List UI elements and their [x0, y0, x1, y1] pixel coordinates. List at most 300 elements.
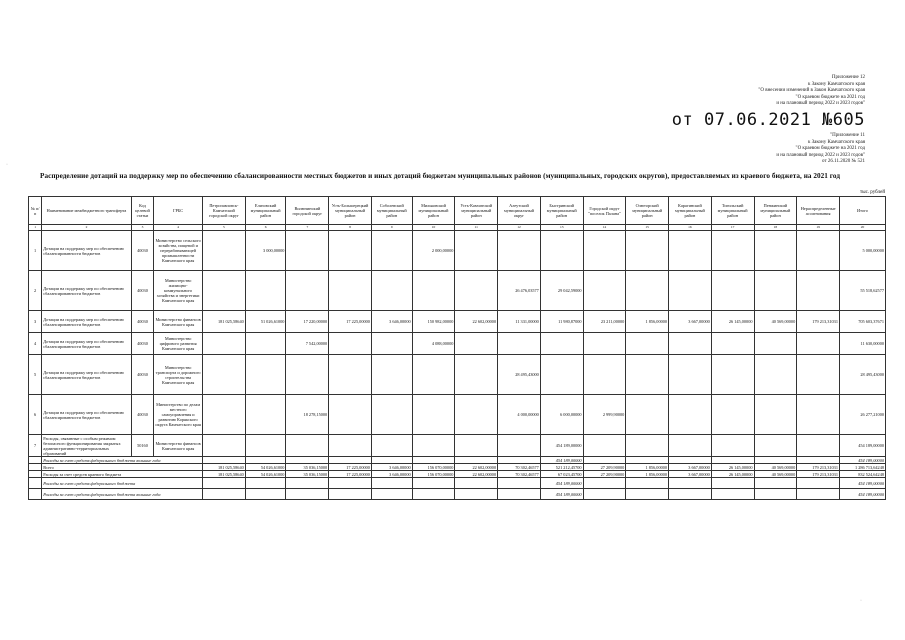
- value-cell: 40 569,00000: [754, 464, 797, 471]
- value-cell: [540, 333, 583, 355]
- empty-cell: [754, 489, 797, 500]
- table-row: [29, 355, 886, 395]
- row-number: 7: [29, 435, 42, 457]
- column-index: 4: [154, 225, 203, 231]
- value-cell: [626, 355, 669, 395]
- value-cell: [412, 271, 455, 311]
- column-index: 11: [455, 225, 498, 231]
- value-cell: [498, 333, 541, 355]
- row-number: 1: [29, 231, 42, 271]
- empty-cell: [797, 457, 840, 464]
- value-cell: 26 145,00000: [711, 311, 754, 333]
- empty-cell: [626, 478, 669, 489]
- value-cell: [583, 435, 626, 457]
- summary-row: [29, 489, 886, 500]
- column-header: Нераспределенные ассигнования: [797, 197, 840, 225]
- value-cell: [203, 435, 246, 457]
- column-index: 13: [540, 225, 583, 231]
- empty-cell: [286, 489, 329, 500]
- value-cell: 181 025,58640: [203, 464, 246, 471]
- value-cell: [626, 435, 669, 457]
- value-cell: 454 189,00000: [540, 457, 583, 464]
- value-cell: [711, 231, 754, 271]
- value-cell: 28 495,43000: [498, 355, 541, 395]
- empty-cell: [455, 489, 498, 500]
- row-name: Дотации на поддержку мер по обеспечению сбалансированности бюджетов: [42, 395, 132, 435]
- value-cell: [711, 435, 754, 457]
- value-cell: 181 025,58640: [203, 311, 246, 333]
- row-total: 454 189,00000: [839, 457, 885, 464]
- empty-cell: [286, 478, 329, 489]
- row-total: 454 189,00000: [839, 478, 885, 489]
- value-cell: [711, 333, 754, 355]
- header-line: от 26.11.2020 № 521: [822, 159, 865, 165]
- value-cell: 29 042,59000: [540, 271, 583, 311]
- value-cell: 35 036,15000: [286, 464, 329, 471]
- value-cell: [455, 395, 498, 435]
- row-number: 4: [29, 333, 42, 355]
- federal-subrow: [29, 457, 886, 464]
- value-cell: [498, 231, 541, 271]
- value-cell: 3 000,00000: [245, 231, 286, 271]
- row-total: 454 189,00000: [839, 489, 885, 500]
- margin-mark: ·: [860, 598, 862, 604]
- value-cell: 179 213,31031: [797, 464, 840, 471]
- value-cell: 1 856,00000: [626, 311, 669, 333]
- value-cell: [371, 231, 412, 271]
- column-header: Петропавловск-Камчатский городской округ: [203, 197, 246, 225]
- value-cell: 70 302,46577: [498, 464, 541, 471]
- row-name: Расходы за счет средств федерального бюджета вольшие года: [42, 489, 203, 500]
- row-name: Всего: [42, 464, 203, 471]
- value-cell: 3 646,00000: [371, 471, 412, 478]
- value-cell: 22 602,00000: [455, 464, 498, 471]
- column-index: 3: [131, 225, 153, 231]
- table-row: [29, 311, 886, 333]
- row-grbs: Министерство по делам местного самоуправления и развитию Корякского округа Камчатского края: [154, 395, 203, 435]
- value-cell: [455, 355, 498, 395]
- row-total: 11 630,00000: [839, 333, 885, 355]
- row-grbs: Министерство сельского хозяйства, пищевой и перерабатывающей промышленности Камчатского края: [154, 231, 203, 271]
- column-header: ГРБС: [154, 197, 203, 225]
- empty-cell: [329, 489, 372, 500]
- value-cell: 51 026,61000: [245, 311, 286, 333]
- header-line: к Закону Камчатского края: [807, 81, 865, 87]
- value-cell: [754, 355, 797, 395]
- value-cell: [626, 395, 669, 435]
- value-cell: [797, 271, 840, 311]
- value-cell: 54 026,61000: [245, 471, 286, 478]
- value-cell: 1 856,00000: [626, 464, 669, 471]
- value-cell: 3 667,00000: [669, 464, 712, 471]
- value-cell: [711, 271, 754, 311]
- empty-cell: [797, 478, 840, 489]
- value-cell: [245, 355, 286, 395]
- column-header: Городской округ "поселок Палана": [583, 197, 626, 225]
- empty-cell: [29, 464, 42, 471]
- column-header: Усть-Большерецкий муниципальный район: [329, 197, 372, 225]
- value-cell: [540, 231, 583, 271]
- value-cell: 454 189,00000: [540, 478, 583, 489]
- document-title: Распределение дотаций на поддержку мер по обеспечению сбалансированности местных бюджетов и иных дотаций бюджетам муниципальных районов (муниципальных, городских округов), предоставляемых из краевого бюджета, на 2021 год: [40, 172, 841, 180]
- column-index: 17: [711, 225, 754, 231]
- value-cell: 179 213,31031: [797, 471, 840, 478]
- empty-cell: [754, 457, 797, 464]
- row-code: 40030: [131, 271, 153, 311]
- empty-cell: [797, 489, 840, 500]
- value-cell: [329, 395, 372, 435]
- empty-cell: [245, 457, 286, 464]
- value-cell: [455, 435, 498, 457]
- value-cell: [371, 333, 412, 355]
- header-line: "О внесении изменений в Закон Камчатского края: [758, 88, 865, 94]
- column-header: Пенжинский муниципальный район: [754, 197, 797, 225]
- column-header: Итого: [839, 197, 885, 225]
- column-index: 19: [797, 225, 840, 231]
- empty-cell: [286, 457, 329, 464]
- row-name: Дотации на поддержку мер по обеспечению сбалансированности бюджетов: [42, 355, 132, 395]
- value-cell: 7 542,00000: [286, 333, 329, 355]
- value-cell: [286, 271, 329, 311]
- header-line: "О краевом бюджете на 2021 год: [795, 94, 865, 100]
- empty-cell: [329, 478, 372, 489]
- empty-cell: [371, 478, 412, 489]
- value-cell: 67 023,45700: [540, 471, 583, 478]
- value-cell: [540, 355, 583, 395]
- value-cell: [329, 231, 372, 271]
- value-cell: [329, 271, 372, 311]
- value-cell: 54 026,61000: [245, 464, 286, 471]
- value-cell: [797, 333, 840, 355]
- row-total: 55 518,62577: [839, 271, 885, 311]
- value-cell: [245, 395, 286, 435]
- value-cell: 26 476,03577: [498, 271, 541, 311]
- value-cell: [203, 231, 246, 271]
- empty-cell: [29, 478, 42, 489]
- table-row: [29, 395, 886, 435]
- header-line: "Приложение 11: [830, 132, 865, 138]
- value-cell: 35 036,15000: [286, 471, 329, 478]
- empty-cell: [371, 489, 412, 500]
- empty-cell: [412, 457, 455, 464]
- value-cell: [711, 355, 754, 395]
- value-cell: 40 569,00000: [754, 471, 797, 478]
- value-cell: [626, 333, 669, 355]
- value-cell: 70 302,46577: [498, 471, 541, 478]
- row-total: 705 603,37671: [839, 311, 885, 333]
- value-cell: [203, 271, 246, 311]
- row-name: Дотации на поддержку мер по обеспечению сбалансированности бюджетов: [42, 333, 132, 355]
- column-header: Елизовский муниципальный район: [245, 197, 286, 225]
- value-cell: [286, 355, 329, 395]
- row-number: 6: [29, 395, 42, 435]
- value-cell: [286, 435, 329, 457]
- empty-cell: [711, 478, 754, 489]
- row-total: 28 495,43000: [839, 355, 885, 395]
- row-name: Дотации на поддержку мер по обеспечению сбалансированности бюджетов: [42, 271, 132, 311]
- value-cell: [797, 355, 840, 395]
- header-line: "О краевом бюджете на 2021 год: [795, 146, 865, 152]
- row-code: 40030: [131, 355, 153, 395]
- value-cell: [797, 395, 840, 435]
- value-cell: 3 667,00000: [669, 471, 712, 478]
- value-cell: [583, 333, 626, 355]
- value-cell: 26 145,00000: [711, 464, 754, 471]
- value-cell: 4 000,00000: [498, 395, 541, 435]
- value-cell: [371, 271, 412, 311]
- summary-row: [29, 478, 886, 489]
- value-cell: [669, 395, 712, 435]
- value-cell: [203, 333, 246, 355]
- value-cell: 2 000,00000: [412, 231, 455, 271]
- column-header: № п/п: [29, 197, 42, 225]
- value-cell: [797, 231, 840, 271]
- value-cell: [583, 231, 626, 271]
- row-total: 832 524,64248: [839, 471, 885, 478]
- header-line: и на плановый период 2022 и 2023 годов": [776, 152, 865, 158]
- row-name: Расходы за счет средств краевого бюджета: [42, 471, 203, 478]
- empty-cell: [498, 478, 541, 489]
- column-header: Соболевский муниципальный район: [371, 197, 412, 225]
- value-cell: 454 189,00000: [540, 435, 583, 457]
- value-cell: 3 667,00000: [669, 311, 712, 333]
- table-row: [29, 333, 886, 355]
- value-cell: 3 646,00000: [371, 464, 412, 471]
- column-header: Усть-Камчатский муниципальный район: [455, 197, 498, 225]
- value-cell: [498, 435, 541, 457]
- row-grbs: Министерство цифрового развития Камчатского края: [154, 333, 203, 355]
- row-total: 1 286 713,64248: [839, 464, 885, 471]
- empty-cell: [669, 457, 712, 464]
- value-cell: [754, 435, 797, 457]
- header-line: и на плановый период 2022 и 2023 годов": [776, 101, 865, 107]
- column-header: Карагинский муниципальный район: [669, 197, 712, 225]
- value-cell: [329, 333, 372, 355]
- value-cell: [371, 435, 412, 457]
- value-cell: 22 602,00000: [455, 471, 498, 478]
- row-grbs: Министерство финансов Камчатского края: [154, 435, 203, 457]
- empty-cell: [455, 478, 498, 489]
- value-cell: [455, 333, 498, 355]
- row-name: Расходы за счет средств федерального бюджета: [42, 478, 203, 489]
- value-cell: [669, 333, 712, 355]
- value-cell: [583, 271, 626, 311]
- empty-cell: [626, 489, 669, 500]
- value-cell: 17 225,00000: [329, 464, 372, 471]
- value-cell: [797, 435, 840, 457]
- row-grbs: Министерство жилищно-коммунального хозяйства и энергетики Камчатского края: [154, 271, 203, 311]
- value-cell: 11 331,00000: [498, 311, 541, 333]
- empty-cell: [455, 457, 498, 464]
- empty-cell: [29, 489, 42, 500]
- row-grbs: Министерство финансов Камчатского края: [154, 311, 203, 333]
- column-header: Тигильский муниципальный район: [711, 197, 754, 225]
- value-cell: 2 999,90000: [583, 395, 626, 435]
- empty-cell: [245, 478, 286, 489]
- value-cell: [626, 231, 669, 271]
- empty-cell: [711, 457, 754, 464]
- margin-mark: ·: [6, 162, 8, 168]
- date-stamp: от 07.06.2021 №605: [671, 109, 865, 130]
- row-total: 26 277,21000: [839, 395, 885, 435]
- row-code: 40030: [131, 333, 153, 355]
- row-name: Дотации на поддержку мер по обеспечению сбалансированности бюджетов: [42, 231, 132, 271]
- value-cell: 156 070,00000: [412, 464, 455, 471]
- empty-cell: [583, 489, 626, 500]
- value-cell: [245, 435, 286, 457]
- column-header: Мильковский муниципальный район: [412, 197, 455, 225]
- column-index: 20: [839, 225, 885, 231]
- row-code: 40030: [131, 395, 153, 435]
- value-cell: 150 982,00000: [412, 311, 455, 333]
- column-index: 12: [498, 225, 541, 231]
- column-header: Код целевой статьи: [131, 197, 153, 225]
- column-index: 15: [626, 225, 669, 231]
- row-number: 5: [29, 355, 42, 395]
- row-total: 5 000,00000: [839, 231, 885, 271]
- column-index: 14: [583, 225, 626, 231]
- column-index: 1: [29, 225, 42, 231]
- value-cell: [669, 231, 712, 271]
- value-cell: [412, 355, 455, 395]
- column-index: 9: [371, 225, 412, 231]
- empty-cell: [711, 489, 754, 500]
- empty-cell: [203, 478, 246, 489]
- value-cell: 23 211,00000: [583, 311, 626, 333]
- summary-row: [29, 464, 886, 471]
- empty-cell: [498, 489, 541, 500]
- column-header: Быстринский муниципальный район: [540, 197, 583, 225]
- empty-cell: [245, 489, 286, 500]
- empty-cell: [583, 457, 626, 464]
- row-total: 454 189,00000: [839, 435, 885, 457]
- value-cell: 18 278,15000: [286, 395, 329, 435]
- column-header: Алеутский муниципальный округ: [498, 197, 541, 225]
- row-number: 3: [29, 311, 42, 333]
- value-cell: 179 213,31031: [797, 311, 840, 333]
- value-cell: [754, 333, 797, 355]
- column-header: Наименование межбюджетного трансферта: [42, 197, 132, 225]
- value-cell: [754, 271, 797, 311]
- value-cell: [669, 271, 712, 311]
- summary-row: [29, 471, 886, 478]
- column-index: 6: [245, 225, 286, 231]
- value-cell: [669, 435, 712, 457]
- value-cell: [669, 355, 712, 395]
- value-cell: [626, 271, 669, 311]
- column-index: 8: [329, 225, 372, 231]
- value-cell: [754, 231, 797, 271]
- row-name: Расходы за счет средств федерального бюджета вольшие года: [42, 457, 203, 464]
- column-header: Вилючинский городской округ: [286, 197, 329, 225]
- row-code: 50160: [131, 435, 153, 457]
- empty-cell: [498, 457, 541, 464]
- value-cell: 26 145,00000: [711, 471, 754, 478]
- table-row: [29, 435, 886, 457]
- row-code: 40030: [131, 311, 153, 333]
- units-label: тыс. рублей: [860, 190, 885, 195]
- value-cell: 4 088,00000: [412, 333, 455, 355]
- value-cell: [245, 271, 286, 311]
- approval-header: [605, 75, 865, 166]
- value-cell: [455, 231, 498, 271]
- value-cell: 17 220,00000: [286, 311, 329, 333]
- empty-cell: [203, 457, 246, 464]
- value-cell: 11 980,87000: [540, 311, 583, 333]
- empty-cell: [669, 489, 712, 500]
- value-cell: 17 225,00000: [329, 311, 372, 333]
- table-row: [29, 271, 886, 311]
- empty-cell: [412, 478, 455, 489]
- value-cell: [583, 355, 626, 395]
- empty-cell: [583, 478, 626, 489]
- value-cell: 40 569,00000: [754, 311, 797, 333]
- header-line: Приложение 12: [831, 75, 865, 80]
- value-cell: [286, 231, 329, 271]
- value-cell: [371, 395, 412, 435]
- value-cell: 454 189,00000: [540, 489, 583, 500]
- value-cell: [371, 355, 412, 395]
- empty-cell: [412, 489, 455, 500]
- value-cell: [754, 395, 797, 435]
- column-index: 2: [42, 225, 132, 231]
- value-cell: [203, 395, 246, 435]
- column-header: Олюторский муниципальный район: [626, 197, 669, 225]
- header-line: к Закону Камчатского края: [807, 139, 865, 145]
- empty-cell: [203, 489, 246, 500]
- row-name: Расходы, связанные с особым режимом безопасного функционирования закрытых административно-территориальных образований: [42, 435, 132, 457]
- table-row: [29, 231, 886, 271]
- column-index: 7: [286, 225, 329, 231]
- value-cell: 17 225,00000: [329, 471, 372, 478]
- value-cell: [203, 355, 246, 395]
- column-index: 10: [412, 225, 455, 231]
- value-cell: 27 209,90000: [583, 464, 626, 471]
- empty-cell: [29, 457, 42, 464]
- value-cell: 6 000,00000: [540, 395, 583, 435]
- empty-cell: [754, 478, 797, 489]
- value-cell: [329, 435, 372, 457]
- value-cell: 27 209,90000: [583, 471, 626, 478]
- column-index: 5: [203, 225, 246, 231]
- value-cell: [412, 395, 455, 435]
- value-cell: [455, 271, 498, 311]
- value-cell: [711, 395, 754, 435]
- empty-cell: [669, 478, 712, 489]
- value-cell: 181 025,58640: [203, 471, 246, 478]
- value-cell: [245, 333, 286, 355]
- row-grbs: Министерство транспорта и дорожного строительства Камчатского края: [154, 355, 203, 395]
- empty-cell: [626, 457, 669, 464]
- column-index: 16: [669, 225, 712, 231]
- budget-table: [28, 196, 886, 500]
- empty-cell: [329, 457, 372, 464]
- value-cell: 156 070,00000: [412, 471, 455, 478]
- value-cell: 22 602,00000: [455, 311, 498, 333]
- row-code: 40030: [131, 231, 153, 271]
- value-cell: 1 856,00000: [626, 471, 669, 478]
- row-name: Дотации на поддержку мер по обеспечению сбалансированности бюджетов: [42, 311, 132, 333]
- header-row: [29, 197, 886, 225]
- column-index: 18: [754, 225, 797, 231]
- value-cell: 521 212,45700: [540, 464, 583, 471]
- row-number: 2: [29, 271, 42, 311]
- empty-cell: [371, 457, 412, 464]
- empty-cell: [29, 471, 42, 478]
- value-cell: 3 646,00000: [371, 311, 412, 333]
- value-cell: [329, 355, 372, 395]
- value-cell: [412, 435, 455, 457]
